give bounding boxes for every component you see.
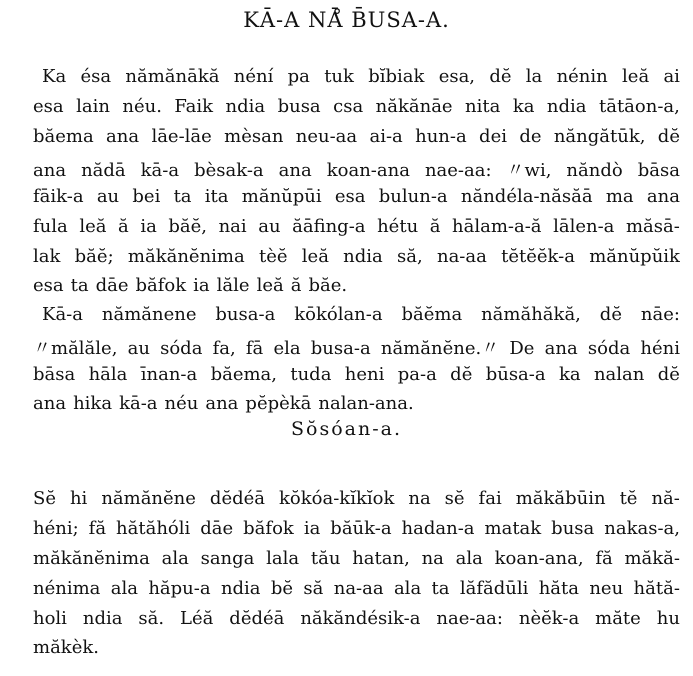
word: kōkólan-a <box>294 304 383 325</box>
word: mănŭpŭik <box>589 246 680 267</box>
word: hatan, <box>352 548 410 569</box>
word: Sĕ <box>33 488 56 509</box>
word: să, <box>397 246 423 267</box>
word: matak <box>484 518 542 539</box>
word: dĕ <box>657 126 680 147</box>
word: Ka <box>42 66 67 87</box>
text-line <box>33 156 680 182</box>
word: nae-aa: <box>436 608 503 629</box>
word: koan-ana <box>326 160 410 181</box>
word: de <box>519 126 542 147</box>
word: nădā <box>81 160 126 181</box>
word: būsa-a <box>485 364 546 385</box>
word: neu <box>589 578 624 599</box>
word: ala <box>110 578 138 599</box>
word: hāla <box>88 364 128 385</box>
word: esa <box>33 96 64 117</box>
word: hadan-a <box>401 518 475 539</box>
text-line <box>33 216 680 237</box>
word: pĕpèkā <box>245 393 312 414</box>
word: dāe <box>200 518 234 539</box>
word: nakas-a, <box>604 518 680 539</box>
word: ia <box>140 216 157 237</box>
text-line <box>33 186 680 207</box>
word: pa-a <box>397 364 437 385</box>
word: să <box>303 578 324 599</box>
word: ka <box>558 364 581 385</box>
word: hu <box>656 608 680 629</box>
word: neu-aa <box>295 126 358 147</box>
word: nalan-ana. <box>318 393 414 414</box>
word: esa, <box>438 66 476 87</box>
word: măte <box>595 608 641 629</box>
word: tātāon-a, <box>598 96 680 117</box>
word: 〃wi, <box>506 160 552 181</box>
word: lala <box>266 548 300 569</box>
word: ana <box>33 160 67 181</box>
word: héni <box>640 338 680 359</box>
word: băe. <box>308 275 348 296</box>
word: hătă- <box>633 578 680 599</box>
word: fa, <box>212 338 236 359</box>
word: ai <box>663 66 680 87</box>
text-line <box>33 578 680 599</box>
word: băema, <box>210 364 278 385</box>
word: ă <box>290 275 302 296</box>
word: au <box>96 186 120 207</box>
word: csa <box>333 96 364 117</box>
word: néní <box>233 66 274 87</box>
word: năkănāe <box>375 96 453 117</box>
text-line <box>42 66 680 87</box>
word: ana <box>646 186 680 207</box>
word: nămănene <box>101 304 197 325</box>
word: ma <box>605 186 634 207</box>
word: fā <box>245 338 264 359</box>
word: na <box>421 548 444 569</box>
word: ésa <box>80 66 112 87</box>
word: mèsan <box>224 126 284 147</box>
word: măsā- <box>625 216 680 237</box>
word: hăta <box>538 578 579 599</box>
text-line <box>33 96 680 117</box>
word: dĕ <box>599 304 622 325</box>
text-line <box>33 275 680 296</box>
word: hālam-a-ă <box>452 216 542 237</box>
word: băūk-a <box>330 518 392 539</box>
word: lăle <box>216 275 250 296</box>
word: kŏkóa-kĭkĭok <box>279 488 395 509</box>
word: dĕdéā <box>209 488 266 509</box>
word: ala <box>161 548 189 569</box>
word: ana <box>33 393 67 414</box>
text-line <box>33 548 680 569</box>
word: sanga <box>200 548 255 569</box>
word: busa-a <box>215 304 276 325</box>
word: lain <box>76 96 110 117</box>
word: fula <box>33 216 68 237</box>
section-heading: Sŏsóan-a. <box>291 418 402 440</box>
word: ita <box>204 186 229 207</box>
word: năkăndésik-a <box>300 608 421 629</box>
page-title: KĀ-A NĀ̊ B̄USA-A. <box>243 8 450 32</box>
word: leă <box>79 216 107 237</box>
word: ndia <box>220 578 261 599</box>
word: hăpu-a <box>148 578 211 599</box>
word: De <box>509 338 535 359</box>
word: ta <box>70 275 89 296</box>
word: ndia <box>343 246 383 267</box>
text-line <box>33 334 680 360</box>
word: dĕ <box>657 364 680 385</box>
word: Faik <box>174 96 214 117</box>
word: ela <box>273 338 301 359</box>
word: kā-a <box>119 393 158 414</box>
text-line <box>33 637 680 658</box>
text-line <box>33 608 680 629</box>
word: ia <box>193 275 210 296</box>
word: nă- <box>651 488 680 509</box>
word: năndéla-năsăā <box>460 186 593 207</box>
word: fāik-a <box>33 186 84 207</box>
word: tĕtĕĕk-a <box>501 246 575 267</box>
word: măkănĕnima <box>127 246 245 267</box>
word: néu <box>164 393 199 414</box>
word: heni <box>344 364 385 385</box>
word: nămănĕne <box>101 488 196 509</box>
word: la <box>525 66 543 87</box>
word: tău <box>310 548 341 569</box>
word: sóda <box>160 338 203 359</box>
word: nămăhăkă, <box>481 304 581 325</box>
word: dei <box>479 126 507 147</box>
word: hétu <box>377 216 419 237</box>
word: dĕ <box>489 66 512 87</box>
word: mănŭpūi <box>241 186 322 207</box>
word: Léă <box>180 608 214 629</box>
word: pa <box>287 66 310 87</box>
word: să. <box>138 608 165 629</box>
word: tĕ <box>619 488 638 509</box>
word: băema <box>33 126 94 147</box>
word: tuda <box>290 364 332 385</box>
word: năndò <box>566 160 623 181</box>
word: ăāfing-a <box>292 216 366 237</box>
word: ndia <box>546 96 587 117</box>
word: băĕma <box>401 304 463 325</box>
word: na-aa <box>436 246 487 267</box>
text-line <box>33 364 680 385</box>
word: ndia <box>225 96 266 117</box>
word: bāsa <box>637 160 680 181</box>
word: fă <box>88 518 107 539</box>
word: băfok <box>243 518 294 539</box>
word: ă <box>118 216 129 237</box>
word: ia <box>303 518 321 539</box>
word: lālen-a <box>553 216 615 237</box>
word: koan-ana, <box>494 548 584 569</box>
word: ai-a <box>369 126 403 147</box>
word: dĕdéā <box>229 608 285 629</box>
word: busa <box>551 518 595 539</box>
word: băĕ; <box>74 246 114 267</box>
word: au <box>127 338 150 359</box>
word: băfok <box>135 275 187 296</box>
word: nénin <box>556 66 608 87</box>
word: ana <box>544 338 578 359</box>
word: nénima <box>33 578 101 599</box>
word: īnan-a <box>140 364 198 385</box>
word: măkă- <box>624 548 680 569</box>
word: măkănĕnima <box>33 548 150 569</box>
word: tèĕ <box>258 246 288 267</box>
word: fai <box>478 488 502 509</box>
word: sóda <box>587 338 631 359</box>
word: hun-a <box>415 126 467 147</box>
word: na <box>408 488 431 509</box>
word: ana <box>278 160 312 181</box>
word: ala <box>455 548 483 569</box>
word: nita <box>465 96 501 117</box>
word: nai <box>218 216 247 237</box>
text-line <box>33 393 680 414</box>
word: kā-a <box>140 160 180 181</box>
word: hi <box>69 488 88 509</box>
word: ka <box>512 96 535 117</box>
word: hătăhóli <box>116 518 191 539</box>
word: nāe: <box>640 304 680 325</box>
word: bulun-a <box>378 186 448 207</box>
word: nae-aa: <box>424 160 492 181</box>
word: bāsa <box>33 364 76 385</box>
word: na-aa <box>333 578 384 599</box>
word: ana <box>106 126 140 147</box>
word: ala <box>393 578 422 599</box>
word: ă <box>429 216 441 237</box>
text-line <box>33 246 680 267</box>
word: lak <box>33 246 61 267</box>
word: héni; <box>33 518 79 539</box>
word: bĭb̄iak <box>368 66 425 87</box>
word: lăfădūli <box>459 578 529 599</box>
word: busa-a <box>310 338 371 359</box>
word: 〃mălăle, <box>33 338 118 359</box>
word: dĕ <box>450 364 473 385</box>
word: bèsak-a <box>194 160 264 181</box>
word: leă <box>301 246 329 267</box>
word: esa <box>334 186 366 207</box>
word: dāe <box>95 275 129 296</box>
word: esa <box>33 275 64 296</box>
word: holi <box>33 608 67 629</box>
text-line <box>33 518 680 539</box>
word: lāe-lāe <box>151 126 212 147</box>
word: Kā-a <box>42 304 83 325</box>
word: ta <box>431 578 450 599</box>
word: băĕ, <box>168 216 208 237</box>
word: leă <box>256 275 284 296</box>
word: tuk <box>324 66 354 87</box>
word: ta <box>173 186 192 207</box>
word: nămănākă <box>125 66 220 87</box>
word: nalan <box>593 364 645 385</box>
word: măkăbūin <box>515 488 606 509</box>
text-line <box>42 304 680 325</box>
word: năngătūk, <box>553 126 646 147</box>
word: au <box>258 216 281 237</box>
word: nèĕk-a <box>518 608 580 629</box>
text-line <box>33 126 680 147</box>
word: nămănĕne.〃 <box>380 338 500 359</box>
word: ana <box>205 393 239 414</box>
word: sĕ <box>444 488 465 509</box>
word: bei <box>132 186 161 207</box>
word: măkèk. <box>33 637 99 658</box>
text-line <box>33 488 680 509</box>
word: néu. <box>122 96 162 117</box>
word: hika <box>73 393 113 414</box>
word: fă <box>595 548 613 569</box>
word: leă <box>622 66 650 87</box>
word: ndia <box>82 608 123 629</box>
word: busa <box>277 96 321 117</box>
word: bĕ <box>270 578 294 599</box>
